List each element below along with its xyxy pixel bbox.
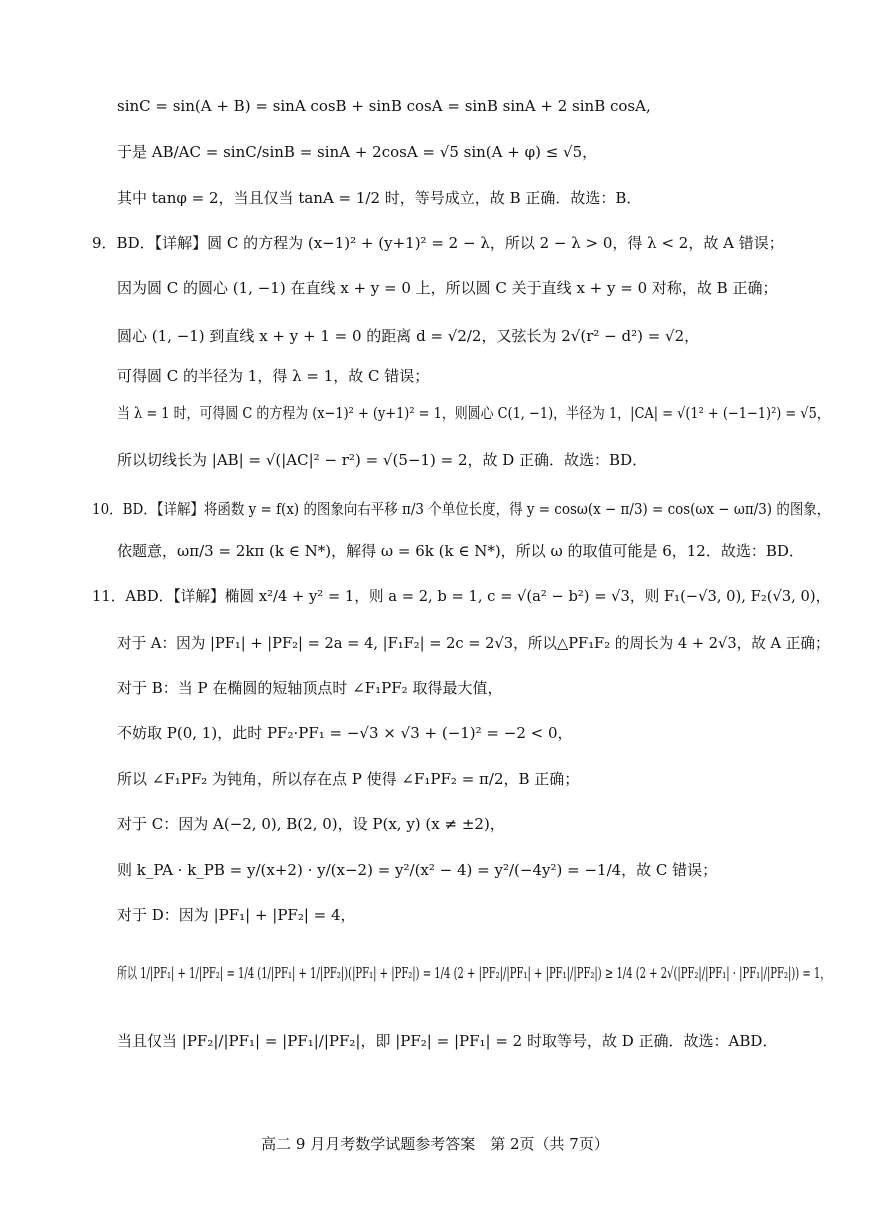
line-q10-start: 10．BD．【详解】将函数 y = f(x) 的图象向右平移 π/3 个单位长度，得 y = cosω(x − π/3) = cos(ωx − ωπ/3) 的图象， bbox=[92, 499, 831, 518]
line-q11-b-point: 不妨取 P(0, 1)，此时 PF₂·PF₁ = −√3 × √3 + (−1)² = −2 < 0， bbox=[117, 723, 573, 742]
line-q11-d: 对于 D：因为 |PF₁| + |PF₂| = 4， bbox=[117, 905, 356, 924]
line-q11-d-inequality: 所以 1/|PF₁| + 1/|PF₂| = 1/4 (1/|PF₁| + 1/|PF₂|)(|PF₁| + |PF₂|) = 1/4 (2 + |PF₂|/|PF₁| + |PF₁|/|PF₂|) ≥ 1/4 (2 + 2√(|PF₂|/|PF₁| · |PF₁|/|PF₂|)) = 1， bbox=[117, 963, 831, 982]
line-sinc-expansion: sinC = sin(A + B) = sinA cosB + sinB cosA = sinB sinA + 2 sinB cosA, bbox=[117, 97, 651, 115]
line-q8-conclusion: 其中 tanφ = 2，当且仅当 tanA = 1/2 时，等号成立，故 B 正确．故选：B． bbox=[117, 188, 642, 207]
line-q9-ca: 当 λ = 1 时，可得圆 C 的方程为 (x−1)² + (y+1)² = 1，则圆心 C(1, −1)，半径为 1，|CA| = √(1² + (−1−1)²) = √5， bbox=[117, 403, 830, 422]
line-q11-a: 对于 A：因为 |PF₁| + |PF₂| = 2a = 4, |F₁F₂| = 2c = 2√3，所以△PF₁F₂ 的周长为 4 + 2√3，故 A 正确； bbox=[117, 633, 830, 652]
line-q9-b: 因为圆 C 的圆心 (1, −1) 在直线 x + y = 0 上，所以圆 C 关于直线 x + y = 0 对称，故 B 正确； bbox=[117, 278, 778, 297]
line-q11-c-slopes: 则 k_PA · k_PB = y/(x+2) · y/(x−2) = y²/(x² − 4) = y²/(−4y²) = −1/4，故 C 错误； bbox=[117, 860, 718, 879]
line-q11-b-obtuse: 所以 ∠F₁PF₂ 为钝角，所以存在点 P 使得 ∠F₁PF₂ = π/2，B 正确； bbox=[117, 769, 580, 788]
line-ratio-bound: 于是 AB/AC = sinC/sinB = sinA + 2cosA = √5 sin(A + φ) ≤ √5， bbox=[117, 142, 598, 161]
line-q11-start: 11．ABD．【详解】椭圆 x²/4 + y² = 1，则 a = 2, b = 1, c = √(a² − b²) = √3，则 F₁(−√3, 0), F₂(√3, 0)， bbox=[92, 586, 831, 605]
line-q9-distance: 圆心 (1, −1) 到直线 x + y + 1 = 0 的距离 d = √2/2，又弦长为 2√(r² − d²) = √2， bbox=[117, 326, 700, 345]
line-q9-c: 可得圆 C 的半径为 1，得 λ = 1，故 C 错误； bbox=[117, 366, 430, 385]
line-q11-d-conclusion: 当且仅当 |PF₂|/|PF₁| = |PF₁|/|PF₂|，即 |PF₂| = |PF₁| = 2 时取等号，故 D 正确．故选：ABD． bbox=[117, 1031, 778, 1050]
page-footer: 高二 9 月月考数学试题参考答案 第 2页（共 7页） bbox=[261, 1135, 609, 1153]
line-q10-end: 依题意，ωπ/3 = 2kπ (k ∈ N*)，解得 ω = 6k (k ∈ N*)，所以 ω 的取值可能是 6，12．故选：BD． bbox=[117, 541, 804, 560]
line-q9-start: 9．BD．【详解】圆 C 的方程为 (x−1)² + (y+1)² = 2 − λ，所以 2 − λ > 0，得 λ < 2，故 A 错误； bbox=[92, 233, 784, 252]
line-q11-c: 对于 C：因为 A(−2, 0), B(2, 0)，设 P(x, y) (x ≠ ±2)， bbox=[117, 814, 505, 833]
line-q9-d: 所以切线长为 |AB| = √(|AC|² − r²) = √(5−1) = 2，故 D 正确．故选：BD． bbox=[117, 450, 648, 469]
line-q11-b: 对于 B：当 P 在椭圆的短轴顶点时 ∠F₁PF₂ 取得最大值， bbox=[117, 678, 503, 697]
